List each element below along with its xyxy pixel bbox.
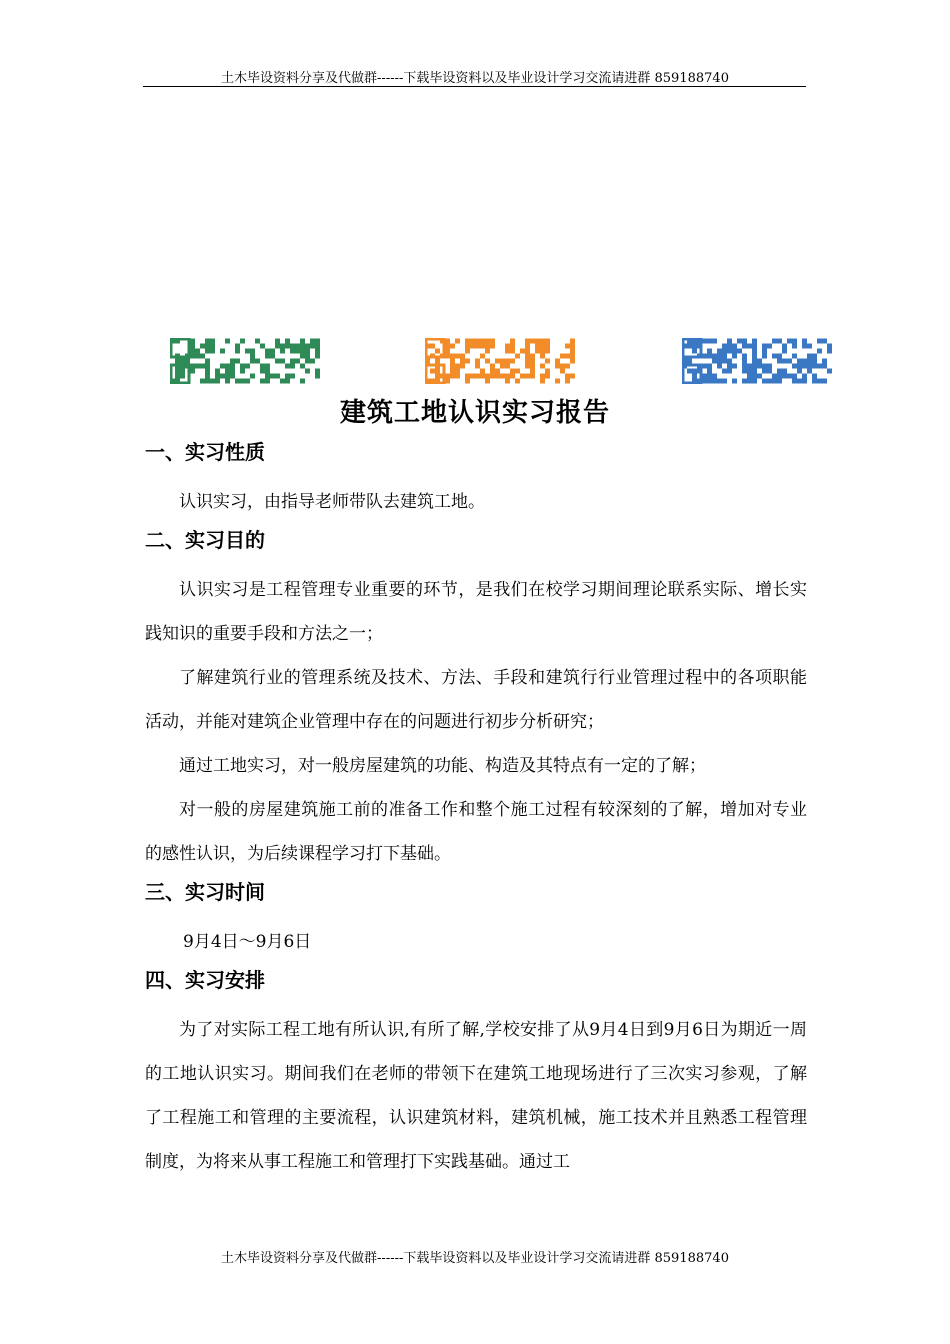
section-purpose [145,524,807,876]
section-heading: 二、实习目的 [145,528,265,552]
paragraph: 认识实习是工程管理专业重要的环节，是我们在校学习期间理论联系实际、增长实践知识的重要手段和方法之一； [145,580,807,644]
section-heading: 三、实习时间 [145,880,265,904]
document-title: 建筑工地认识实习报告 [339,398,610,428]
paragraph: 对一般的房屋建筑施工前的准备工作和整个施工过程有较深刻的了解，增加对专业的感性认识，为后续课程学习打下基础。 [145,800,807,864]
page-header: 土木毕设资料分享及代做群------下载毕设资料以及毕业设计学习交流请进群 859188740 [221,71,729,86]
document-body [145,436,807,1184]
section-arrangement [145,964,807,1184]
paragraph: 为了对实际工程工地有所认识,有所了解,学校安排了从9月4日到9月6日为期近一周的工地认识实习。期间我们在老师的带领下在建筑工地现场进行了三次实习参观，了解了工程施工和管理的主要流程，认识建筑材料，建筑机械，施工技术并且熟悉工程管理制度，为将来从事工程施工和管理打下实践基础。通过工 [145,1020,807,1172]
paragraph: 9月4日～9月6日 [183,932,312,952]
paragraph: 了解建筑行业的管理系统及技术、方法、手段和建筑行行业管理过程中的各项职能活动，并能对建筑企业管理中存在的问题进行初步分析研究； [145,668,807,732]
qr-code-icon [682,338,832,384]
page-footer: 土木毕设资料分享及代做群------下载毕设资料以及毕业设计学习交流请进群 859188740 [221,1251,729,1266]
header-rule [143,86,806,87]
section-heading: 四、实习安排 [145,968,265,992]
paragraph: 通过工地实习，对一般房屋建筑的功能、构造及其特点有一定的了解； [179,756,706,776]
paragraph: 认识实习，由指导老师带队去建筑工地。 [179,492,485,512]
qr-code-icon [425,338,575,384]
qr-code-icon [170,338,320,384]
section-time [145,876,807,964]
section-heading: 一、实习性质 [145,440,265,464]
section-nature [145,436,807,524]
